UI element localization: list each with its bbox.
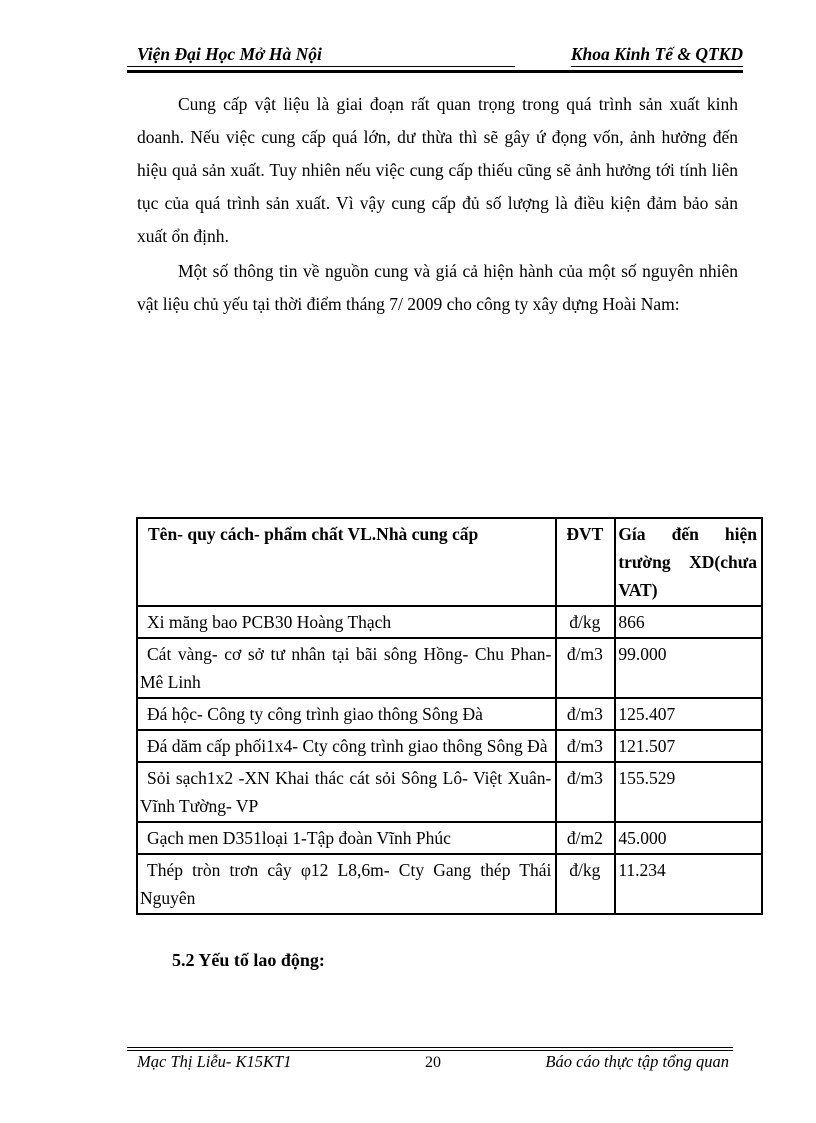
unit-cell: đ/m2 [556, 822, 615, 854]
body-paragraph-price-info: Một số thông tin về nguồn cung và giá cả hiện hành của một số nguyên nhiên vật liệu chủ yếu tại thời điểm tháng 7/ 2009 cho công ty xây dựng Hoài Nam: [137, 261, 738, 314]
material-name-cell: Xi măng bao PCB30 Hoàng Thạch [137, 606, 556, 638]
material-name-cell: Gạch men D351loại 1-Tập đoàn Vĩnh Phúc [137, 822, 556, 854]
unit-cell: đ/m3 [556, 698, 615, 730]
unit-cell: đ/m3 [556, 638, 615, 698]
table-row [137, 762, 762, 822]
materials-price-table [136, 517, 763, 915]
table-row [137, 638, 762, 698]
unit-cell: đ/kg [556, 606, 615, 638]
table-row [137, 854, 762, 914]
body-paragraph-supply: Cung cấp vật liệu là giai đoạn rất quan trọng trong quá trình sản xuất kinh doanh. Nếu việc cung cấp quá lớn, dư thừa thì sẽ gây ứ đọng vốn, ảnh hưởng đến hiệu quả sản xuất. Tuy nhiên nếu việc cung cấp thiếu cũng sẽ ảnh hưởng tới tính liên tục của quá trình sản xuất. Vì vậy cung cấp đủ số lượng là điều kiện đảm bảo sản xuất ổn định. [137, 94, 738, 246]
price-cell: 155.529 [615, 762, 762, 822]
footer-double-rule [127, 1047, 733, 1051]
page-footer [127, 1047, 733, 1072]
material-name-cell: Cát vàng- cơ sở tư nhân tại bãi sông Hồng- Chu Phan- Mê Linh [137, 638, 556, 698]
material-name-cell: Đá hộc- Công ty công trình giao thông Sông Đà [137, 698, 556, 730]
price-cell: 11.234 [615, 854, 762, 914]
unit-cell: đ/m3 [556, 730, 615, 762]
price-cell: 125.407 [615, 698, 762, 730]
price-cell: 866 [615, 606, 762, 638]
page-header [127, 44, 743, 73]
table-row [137, 730, 762, 762]
footer-report-title: Báo cáo thực tập tổng quan [545, 1052, 729, 1071]
material-name-cell: Thép tròn trơn cây φ12 L8,6m- Cty Gang thép Thái Nguyên [137, 854, 556, 914]
table-row [137, 606, 762, 638]
column-header-price: Gía đến hiện trường XD(chưa VAT) [615, 518, 762, 606]
unit-cell: đ/m3 [556, 762, 615, 822]
unit-cell: đ/kg [556, 854, 615, 914]
header-institution: Viện Đại Học Mở Hà Nội [127, 44, 515, 67]
footer-author: Mạc Thị Liễu- K15KT1 [137, 1052, 292, 1071]
header-faculty: Khoa Kinh Tế & QTKD [571, 44, 743, 67]
price-cell: 121.507 [615, 730, 762, 762]
price-cell: 99.000 [615, 638, 762, 698]
page-number: 20 [425, 1054, 441, 1071]
table-row [137, 822, 762, 854]
section-heading-labor: 5.2 Yếu tố lao động: [172, 950, 325, 970]
material-name-cell: Đá dăm cấp phối1x4- Cty công trình giao thông Sông Đà [137, 730, 556, 762]
material-name-cell: Sỏi sạch1x2 -XN Khai thác cát sỏi Sông Lô- Việt Xuân- Vĩnh Tường- VP [137, 762, 556, 822]
column-header-material: Tên- quy cách- phẩm chất VL.Nhà cung cấp [137, 518, 556, 606]
table-row [137, 698, 762, 730]
column-header-unit: ĐVT [556, 518, 615, 606]
table-header-row [137, 518, 762, 606]
price-cell: 45.000 [615, 822, 762, 854]
